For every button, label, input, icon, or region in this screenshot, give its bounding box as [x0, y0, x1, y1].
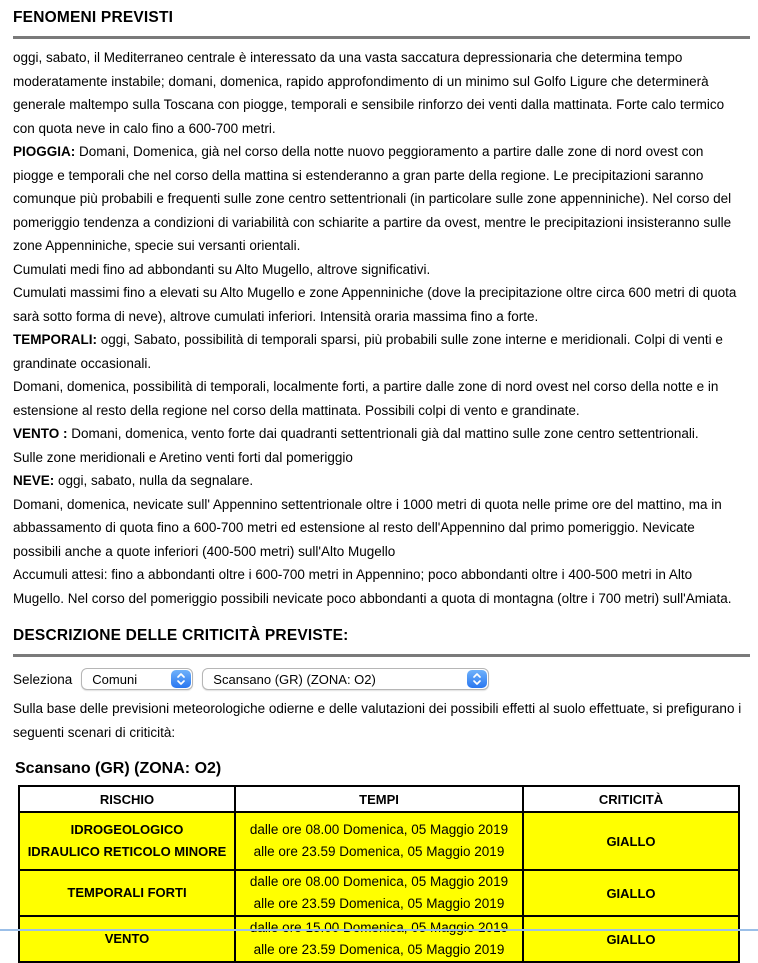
risk-cell — [19, 870, 235, 916]
forecast-paragraph: VENTO : Domani, domenica, vento forte dai quadranti settentrionali già dal mattino sulle zone centro settentrionali. — [13, 426, 699, 441]
selector-row — [13, 668, 745, 690]
cell-line: alle ore 23.59 Domenica, 05 Maggio 2019 — [253, 844, 505, 859]
forecast-paragraph: TEMPORALI: oggi, Sabato, possibilità di temporali sparsi, più probabili sulle zone interne e meridionali. Colpi di venti e grandinate occasionali. — [13, 332, 723, 371]
forecast-paragraph: Sulle zone meridionali e Aretino venti forti dal pomeriggio — [13, 449, 353, 465]
category-select-value: Comuni — [92, 671, 138, 687]
category-select[interactable] — [81, 668, 193, 690]
cell-line: dalle ore 15.00 Domenica, 05 Maggio 2019 — [249, 920, 509, 935]
forecast-paragraph: NEVE: oggi, sabato, nulla da segnalare. — [13, 473, 254, 488]
criticita-table — [18, 785, 740, 963]
forecast-paragraph: Accumuli attesi: fino a abbondanti oltre i 600-700 metri in Appennino; poco abbondanti oltre i 400-500 metri in Alto Mugello. Nel corso del pomeriggio possibili nevicate poco abbondanti a quota di montagna (oltre i 700 metri) sull'Amiata. — [13, 567, 732, 606]
table-header-cell: RISCHIO — [19, 786, 235, 812]
forecast-paragraph: Cumulati massimi fino a elevati su Alto Mugello e zone Appenniniche (dove la precipitazione oltre circa 600 metri di quota sarà sotto forma di neve), altrove cumulati inferiori. Intensità oraria massima fino a forte. — [13, 285, 737, 324]
forecast-paragraph: oggi, sabato, il Mediterraneo centrale è interessato da una vasta saccatura depressionaria che determina tempo moderatamente instabile; domani, domenica, rapido approfondimento di un minimo sul Golfo Ligure che determinerà generale maltempo sulla Toscana con piogge, temporali e sensibile rinforzo dei venti dalla mattinata. Forte calo termico con quota neve in calo fino a 600-700 metri. — [13, 50, 725, 136]
criticality-cell: GIALLO — [523, 870, 739, 916]
chevron-up-down-icon — [171, 670, 191, 688]
forecast-text-block — [13, 46, 745, 610]
cell-line: dalle ore 08.00 Domenica, 05 Maggio 2019 — [249, 874, 509, 889]
risk-cell — [19, 812, 235, 870]
cell-line: alle ore 23.59 Domenica, 05 Maggio 2019 — [253, 896, 505, 911]
table-header-cell: CRITICITÀ — [523, 786, 739, 812]
forecast-paragraph: PIOGGIA: Domani, Domenica, già nel corso della notte nuovo peggioramento a partire dalle zone di nord ovest con piogge e temporali che nel corso della mattina si estenderanno a gran parte della regione. Le precipitazioni saranno comunque più probabili e frequenti sulle zone centro settentrionali (in particolare sulle zone appenniniche). Nel corso del pomeriggio tendenza a condizioni di variabilità con schiarite a partire da ovest, mentre le precipitazioni insisteranno sulle zone Appenniniche, specie sui versanti orientali. — [13, 144, 732, 253]
section-title-fenomeni-previsti: FENOMENI PREVISTI — [13, 9, 174, 26]
table-row — [19, 812, 739, 870]
intro-text: Sulla base delle previsioni meteorologiche odierne e delle valutazioni dei possibili effetti al suolo effettuate, si prefigurano i seguenti scenari di criticità: — [13, 701, 742, 740]
time-cell — [235, 812, 523, 870]
table-header-cell: TEMPI — [235, 786, 523, 812]
time-cell — [235, 916, 523, 962]
section-title-descrizione-criticita: DESCRIZIONE DELLE CRITICITÀ PREVISTE: — [13, 627, 349, 644]
risk-cell — [19, 916, 235, 962]
section-divider — [13, 36, 750, 39]
bottom-panel-edge — [0, 929, 758, 931]
cell-line: TEMPORALI FORTI — [67, 885, 187, 900]
comune-select[interactable] — [202, 668, 489, 690]
forecast-paragraph: Domani, domenica, possibilità di temporali, localmente forti, a partire dalle zone di nord ovest nel corso della notte e in estensione al resto della regione nel corso della mattinata. Possibili colpi di vento e grandinate. — [13, 379, 719, 418]
comune-select-value: Scansano (GR) (ZONA: O2) — [213, 671, 376, 687]
cell-line: dalle ore 08.00 Domenica, 05 Maggio 2019 — [249, 822, 509, 837]
forecast-paragraph: Cumulati medi fino ad abbondanti su Alto Mugello, altrove significativi. — [13, 261, 431, 277]
criticality-cell: GIALLO — [523, 916, 739, 962]
criticality-cell: GIALLO — [523, 812, 739, 870]
table-row — [19, 916, 739, 962]
table-row — [19, 870, 739, 916]
table-header-row — [19, 786, 739, 812]
seleziona-label: Seleziona — [13, 671, 73, 687]
chevron-up-down-icon — [467, 670, 487, 688]
cell-line: alle ore 23.59 Domenica, 05 Maggio 2019 — [253, 942, 505, 957]
time-cell — [235, 870, 523, 916]
cell-line: IDROGEOLOGICO — [70, 822, 184, 837]
zone-title: Scansano (GR) (ZONA: O2) — [15, 760, 222, 777]
section-divider — [13, 654, 750, 657]
forecast-paragraph: Domani, domenica, nevicate sull' Appennino settentrionale oltre i 1000 metri di quota nelle prime ore del mattino, ma in abbassamento di quota fino a 600-700 metri ed estensione al resto dell'Appennino dal primo pomeriggio. Nevicate possibili anche a quote inferiori (400-500 metri) sull'Alto Mugello — [13, 496, 722, 559]
cell-line: IDRAULICO RETICOLO MINORE — [27, 844, 227, 859]
cell-line: VENTO — [104, 931, 150, 946]
